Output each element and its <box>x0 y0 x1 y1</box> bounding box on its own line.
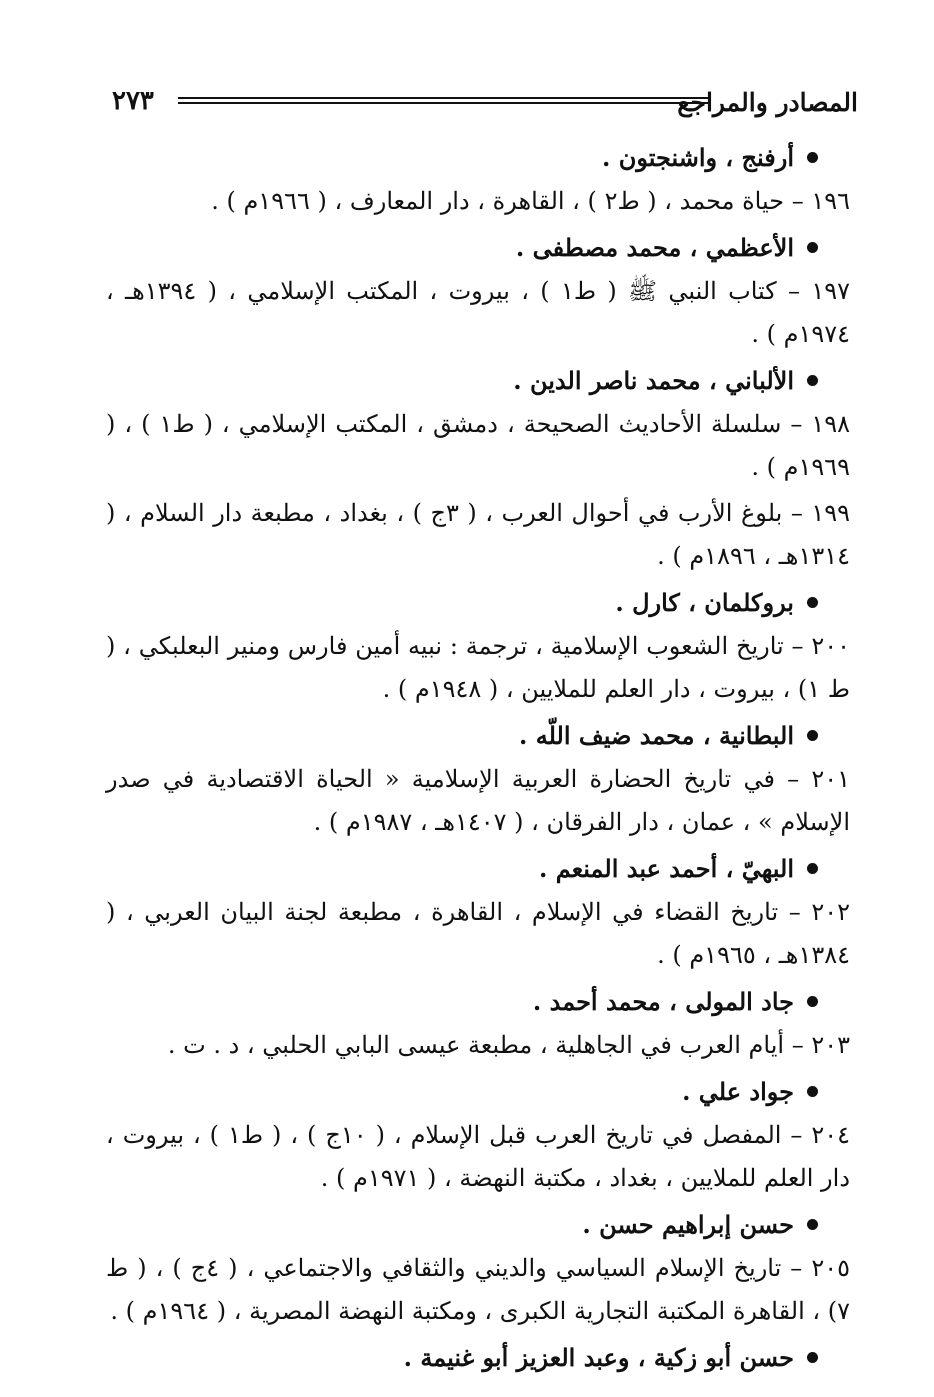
reference-entry: ١٩٨ – سلسلة الأحاديث الصحيحة ، دمشق ، المكتب الإسلامي ، ( ط١ ) ، ( ١٩٦٩م ) . <box>106 410 850 481</box>
author-heading: حسن أبو زكية ، وعبد العزيز أبو غنيمة . <box>106 1336 858 1380</box>
bullet-icon <box>807 597 818 608</box>
reference-entry: ٢٠١ – في تاريخ الحضارة العربية الإسلامية « الحياة الاقتصادية في صدر الإسلام » ، عمان ، دار الفرقان ، ( ١٤٠٧هـ ، ١٩٨٧م ) . <box>106 765 850 836</box>
bullet-icon <box>807 730 818 741</box>
bullet-icon <box>807 242 818 253</box>
references-list <box>106 136 858 1380</box>
reference-entry: ٢٠٢ – تاريخ القضاء في الإسلام ، القاهرة ، مطبعة لجنة البيان العربي ، ( ١٣٨٤هـ ، ١٩٦٥م ) . <box>106 898 850 969</box>
author-heading: الأعظمي ، محمد مصطفى . <box>106 226 858 270</box>
page-number: ٢٧٣ <box>112 86 154 116</box>
reference-entry: ٢٠٣ – أيام العرب في الجاهلية ، مطبعة عيسى البابي الحلبي ، د . ت . <box>167 1031 850 1059</box>
header-rule <box>178 97 710 104</box>
reference-entry: ٢٠٠ – تاريخ الشعوب الإسلامية ، ترجمة : نبيه أمين فارس ومنير البعلبكي ، ( ط ١) ، بيروت ، دار العلم للملايين ، ( ١٩٤٨م ) . <box>106 632 850 703</box>
bullet-icon <box>807 996 818 1007</box>
author-heading: البطانية ، محمد ضيف اللّه . <box>106 714 858 758</box>
bullet-icon <box>807 152 818 163</box>
reference-entry: ١٩٦ – حياة محمد ، ( ط٢ ) ، القاهرة ، دار المعارف ، ( ١٩٦٦م ) . <box>211 187 850 215</box>
author-heading: جواد علي . <box>106 1070 858 1114</box>
author-heading: حسن إبراهيم حسن . <box>106 1203 858 1247</box>
running-title: المصادر والمراجع <box>677 88 858 117</box>
page-header <box>112 84 858 124</box>
author-heading: جاد المولى ، محمد أحمد . <box>106 980 858 1024</box>
reference-entry: ١٩٩ – بلوغ الأرب في أحوال العرب ، ( ٣ج ) ، بغداد ، مطبعة دار السلام ، ( ١٣١٤هـ ، ١٨٩٦م ) . <box>106 499 851 570</box>
reference-entry: ٢٠٤ – المفصل في تاريخ العرب قبل الإسلام ، ( ١٠ج ) ، ( ط١ ) ، بيروت ، دار العلم للملايين ، بغداد ، مكتبة النهضة ، ( ١٩٧١م ) . <box>106 1121 851 1192</box>
author-heading: بروكلمان ، كارل . <box>106 581 858 625</box>
author-heading: الألباني ، محمد ناصر الدين . <box>106 359 858 403</box>
bullet-icon <box>807 375 818 386</box>
reference-entry: ١٩٧ – كتاب النبي ﷺ ( ط١ ) ، بيروت ، المكتب الإسلامي ، ( ١٣٩٤هـ ، ١٩٧٤م ) . <box>106 277 850 348</box>
bullet-icon <box>807 1352 818 1363</box>
reference-entry: ٢٠٥ – تاريخ الإسلام السياسي والديني والثقافي والاجتماعي ، ( ٤ج ) ، ( ط ٧) ، القاهرة المكتبة التجارية الكبرى ، ومكتبة النهضة المصرية ، ( ١٩٦٤م ) . <box>106 1254 850 1325</box>
bullet-icon <box>807 863 818 874</box>
bullet-icon <box>807 1219 818 1230</box>
bullet-icon <box>807 1086 818 1097</box>
author-heading: البهيّ ، أحمد عبد المنعم . <box>106 847 858 891</box>
author-heading: أرفنج ، واشنجتون . <box>106 136 858 180</box>
